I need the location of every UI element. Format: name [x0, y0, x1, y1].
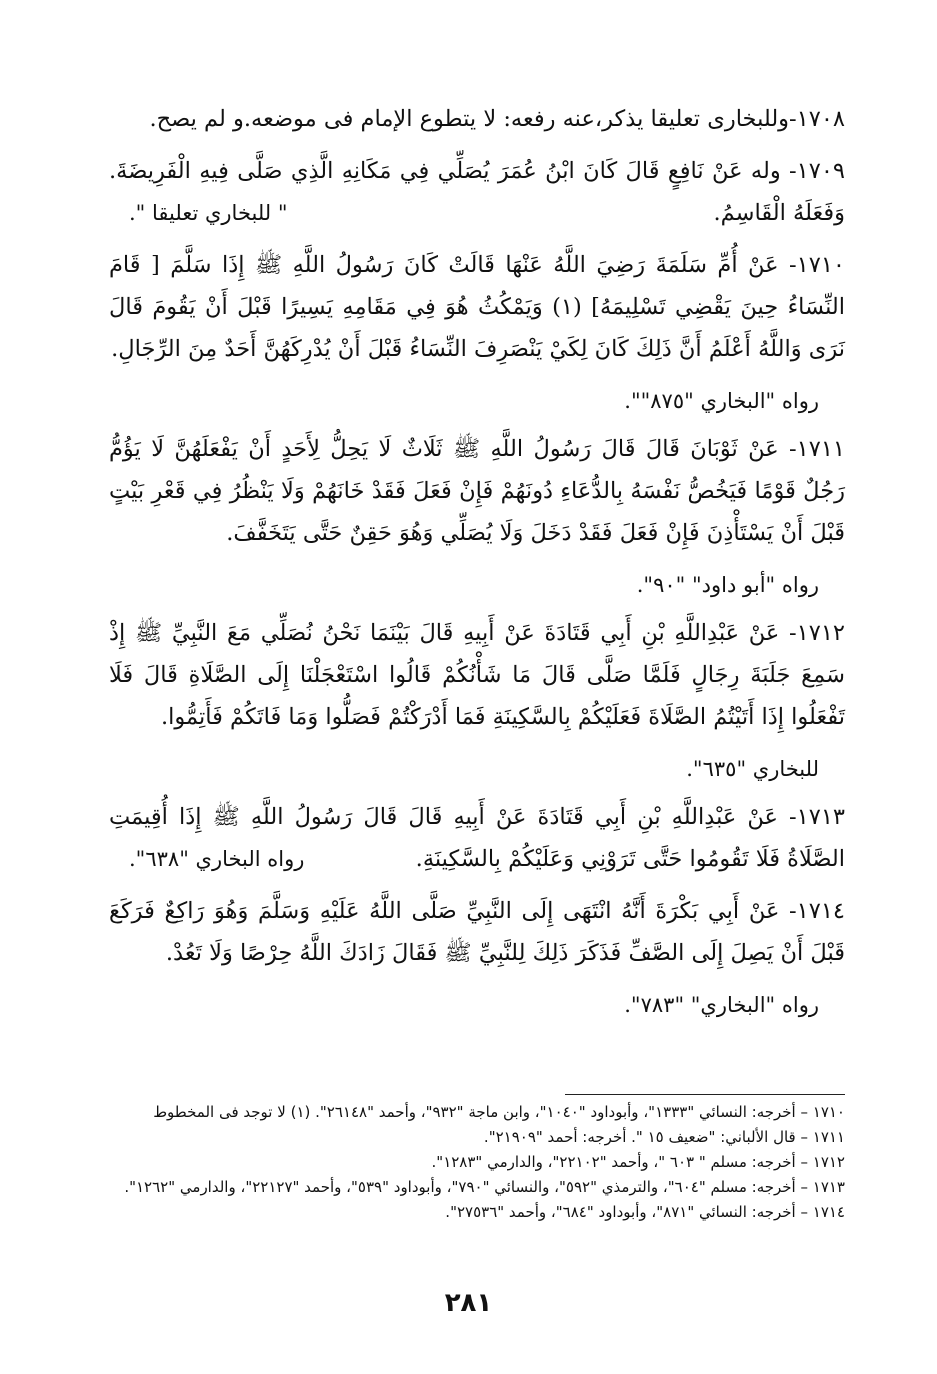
hadith-1711 — [109, 428, 845, 554]
footnote-1712: ١٧١٢ – أخرجه: مسلم " ٦٠٣ "، وأحمد "٢٢١٠٢"، والدارمي "١٢٨٣". — [431, 1153, 845, 1171]
footnote-1710: ١٧١٠ – أخرجه: النسائي "١٣٣٣"، وأبوداود "١٠٤٠"، وابن ماجة "٩٣٢"، وأحمد "٢٦١٤٨". (١) لا توجد فى المخطوط — [153, 1103, 845, 1121]
hadith-1711-source: رواه "أبو داود" "٩٠". — [636, 573, 819, 597]
main-text — [109, 98, 845, 1032]
footnote-1711: ١٧١١ – قال الألباني: "ضعيف ١٥ ". أخرجه: أحمد "٢١٩٠٩". — [483, 1128, 845, 1146]
footnote-divider — [565, 1094, 845, 1095]
hadith-1714-text: ١٧١٤- عَنْ أَبِي بَكْرَةَ أَنَّهُ انْتَهَى إِلَى النَّبِيِّ صَلَّى اللَّهُ عَلَيْهِ وَسَلَّمَ وَهُوَ رَاكِعٌ فَرَكَعَ قَبْلَ أَنْ يَصِلَ إِلَى الصَّفِّ فَذَكَرَ ذَلِكَ لِلنَّبِيِّ ﷺ فَقَالَ زَادَكَ اللَّهُ حِرْصًا وَلَا تَعُدْ. — [109, 898, 845, 966]
hadith-1714 — [109, 890, 845, 974]
hadith-1709-text: ١٧٠٩- وله عَنْ نَافِعٍ قَالَ كَانَ ابْنُ عُمَرَ يُصَلِّي فِي مَكَانِهِ الَّذِي صَلَّى فِيهِ الْفَرِيضَةَ. وَفَعَلَهُ الْقَاسِمُ. — [109, 158, 845, 226]
hadith-1712-text: ١٧١٢- عَنْ عَبْدِاللَّهِ بْنِ أَبِي قَتَادَةَ عَنْ أَبِيهِ قَالَ بَيْنَمَا نَحْنُ نُصَلِّي مَعَ النَّبِيِّ ﷺ إِذْ سَمِعَ جَلَبَةَ رِجَالٍ فَلَمَّا صَلَّى قَالَ مَا شَأْنُكُمْ قَالُوا اسْتَعْجَلْنَا إِلَى الصَّلَاةِ قَالَ فَلَا تَفْعَلُوا إِذَا أَتَيْتُمُ الصَّلَاةَ فَعَلَيْكُمْ بِالسَّكِينَةِ فَمَا أَدْرَكْتُمْ فَصَلُّوا وَمَا فَاتَكُمْ فَأَتِمُّوا. — [109, 620, 845, 730]
hadith-1709 — [109, 150, 845, 234]
hadith-1710 — [109, 244, 845, 370]
hadith-1712-source: للبخاري "٦٣٥". — [686, 757, 819, 781]
hadith-1714-source: رواه "البخاري" "٧٨٣". — [624, 993, 819, 1017]
hadith-1711-text: ١٧١١- عَنْ ثَوْبَانَ قَالَ قَالَ رَسُولُ اللَّهِ ﷺ ثَلَاثٌ لَا يَحِلُّ لِأَحَدٍ أَنْ يَفْعَلَهُنَّ لَا يَؤُمُّ رَجُلٌ قَوْمًا فَيَخُصُّ نَفْسَهُ بِالدُّعَاءِ دُونَهُمْ فَإِنْ فَعَلَ فَقَدْ خَانَهُمْ وَلَا يَنْظُرُ فِي قَعْرِ بَيْتٍ قَبْلَ أَنْ يَسْتَأْذِنَ فَإِنْ فَعَلَ فَقَدْ دَخَلَ وَلَا يُصَلِّي وَهُوَ حَقِنٌ حَتَّى يَتَخَفَّفَ. — [109, 436, 845, 546]
footnote-1713: ١٧١٣ – أخرجه: مسلم "٦٠٤"، والترمذي "٥٩٢"، والنسائي "٧٩٠"، وأبوداود "٥٣٩"، وأحمد "٢٢١٢٧"، والدارمي "١٢٦٢". — [124, 1178, 845, 1196]
hadith-1713-text: ١٧١٣- عَنْ عَبْدِاللَّهِ بْنِ أَبِي قَتَادَةَ عَنْ أَبِيهِ قَالَ قَالَ رَسُولُ اللَّهِ ﷺ إِذَا أُقِيمَتِ الصَّلَاةُ فَلَا تَقُومُوا حَتَّى تَرَوْنِي وَعَلَيْكُمْ بِالسَّكِينَةِ. — [109, 804, 845, 872]
hadith-1713-source: رواه البخاري "٦٣٨". — [129, 847, 305, 871]
footnotes — [105, 1100, 845, 1225]
hadith-1710-source: رواه "البخاري "٨٧٥"". — [624, 389, 819, 413]
hadith-1708-text: ١٧٠٨-وللبخارى تعليقا يذكر،عنه رفعه: لا يتطوع الإمام فى موضعه.و لم يصح. — [149, 106, 845, 132]
hadith-1710-text: ١٧١٠- عَنْ أُمِّ سَلَمَةَ رَضِيَ اللَّهُ عَنْهَا قَالَتْ كَانَ رَسُولُ اللَّهِ ﷺ إِذَا سَلَّمَ [ قَامَ النِّسَاءُ حِينَ يَقْضِي تَسْلِيمَهُ] (١) وَيَمْكُثُ هُوَ فِي مَقَامِهِ يَسِيرًا قَبْلَ أَنْ يَقُومَ قَالَ نَرَى وَاللَّهُ أَعْلَمُ أَنَّ ذَلِكَ كَانَ لِكَيْ يَنْصَرِفَ النِّسَاءُ قَبْلَ أَنْ يُدْرِكَهُنَّ أَحَدٌ مِنَ الرِّجَالِ. — [109, 252, 845, 362]
hadith-1712 — [109, 612, 845, 738]
hadith-1708 — [109, 98, 845, 140]
hadith-1713 — [109, 796, 845, 880]
hadith-1709-source: " للبخاري تعليقا ". — [129, 201, 288, 225]
footnote-1714: ١٧١٤ – أخرجه: النسائي "٨٧١"، وأبوداود "٦٨٤"، وأحمد "٢٧٥٣٦". — [445, 1203, 845, 1221]
page-number: ٢٨١ — [444, 1288, 493, 1318]
